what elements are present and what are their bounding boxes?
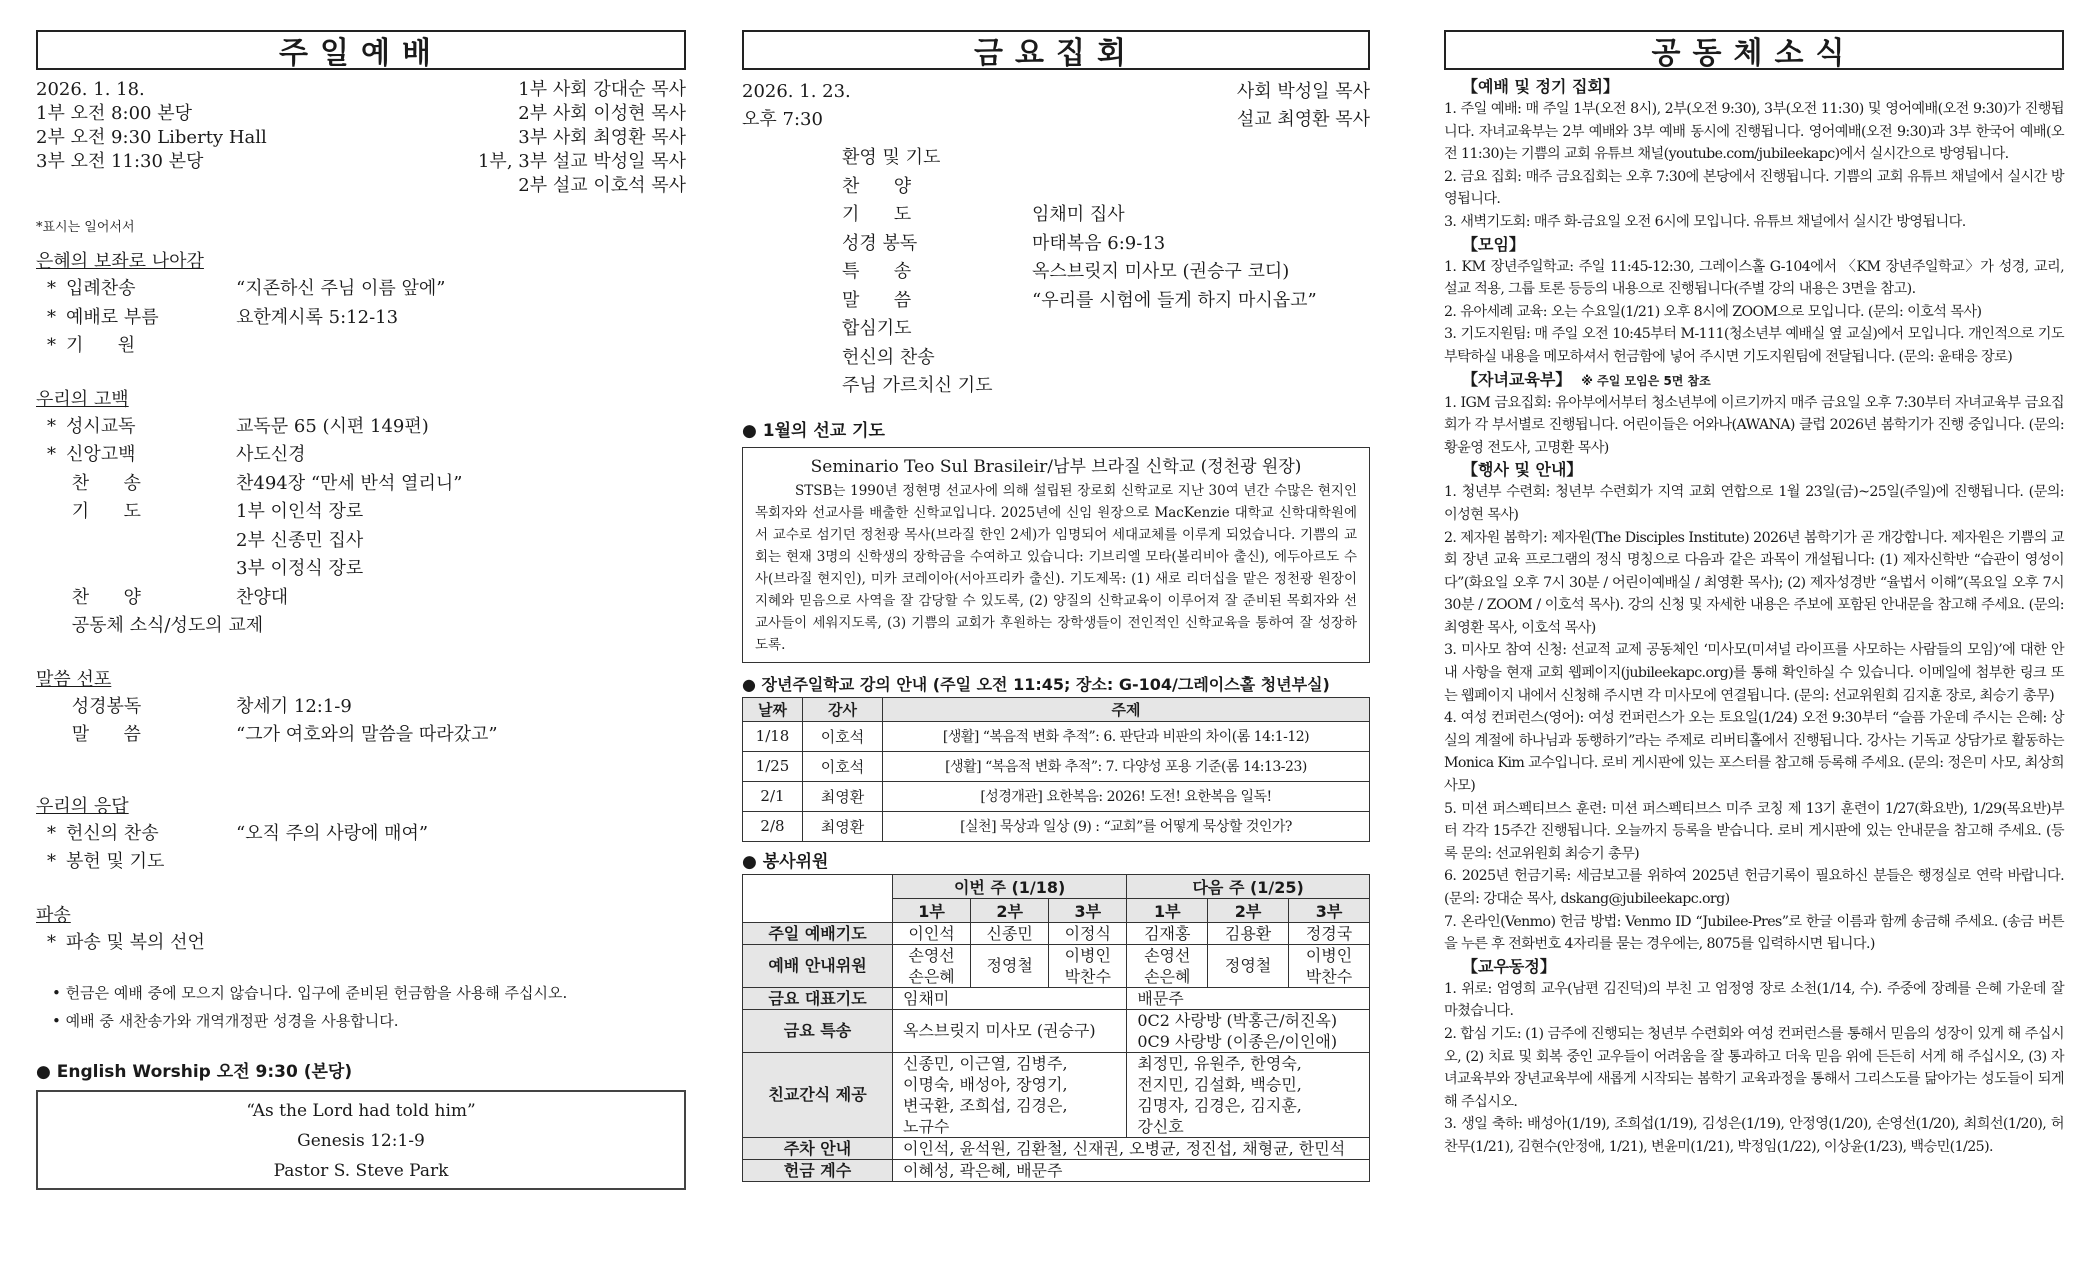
order-item: 성시교독 xyxy=(66,415,136,437)
vol-name: 정경국 xyxy=(1289,922,1370,944)
mission-body: STSB는 1990년 정현명 선교사에 의해 설립된 장로회 신학교로 지난 30여 년간 수많은 현지인 목회자와 선교사를 배출한 신학교입니다. 2025년에 신임 원장으로 MacKenzie 대학교 신학대학원에서 교수로 섬기던 정천광 목사(브라질 한인 2세)가 임명되어 세대교체를 이루게 되었습니다. 기쁨의 교회는 현재 3명의 신학생의 장학금을 수여하고 있습니다: 기브리엘 모타(볼리비아 출신), 에두아르도 수사(브라질 현지인), 미카 코레이아(서아프리카 출신). 기도제목: (1) 새로 리더십을 맡은 정천광 원장이 지혜와 믿음으로 사역을 잘 감당할 수 있도록, (2) 양질의 신학교육이 이루어져 잘 준비된 목회자와 선교사들이 세워지도록, (3) 기쁨의 교회가 후원하는 장학생들이 전인적인 신학교육을 통하여 잘 성장하도록. xyxy=(755,482,1357,653)
order-detail: 창세기 12:1-9 xyxy=(236,695,352,717)
lecture-topic: [생활] “복음적 변화 추적”: 7. 다양성 포용 기준(롬 14:13-23) xyxy=(883,751,1370,781)
order-item: 기 도 xyxy=(66,501,141,522)
standing-mark: * xyxy=(47,335,56,356)
news-item: 2. 제자원 봄학기: 제자원(The Disciples Institute) 2026년 봄학기가 곧 개강합니다. 제자원은 기쁨의 교회 장년 교육 프로그램의 정식 명칭으로 다음과 같은 과목이 개설됩니다: (1) 제자신학반 “습관이 영성이다”(화요일 오후 7시 30분 / 어린이예배실 / 최영환 목사); (2) 제자성경반 “율법서 이해”(목요일 오후 7시 30분 / ZOOM / 이호석 목사). 강의 신청 및 자세한 내용은 주보에 포함된 안내문을 참고해 주세요. (문의: 최영환 목사, 이호석 목사) xyxy=(1444,529,2064,636)
order-row xyxy=(36,498,686,527)
friday-header xyxy=(742,78,1370,134)
news-item: 1. IGM 금요집회: 유아부에서부터 청소년부에 이르기까지 매주 금요일 오후 7:30부터 자녀교육부 금요집회가 각 부서별로 진행됩니다. 어린이들은 어와나(AWANA) 클럽 2026년 봄학기가 진행 중입니다. (문의: 황윤영 전도사, 고명환 목사) xyxy=(1444,394,2064,456)
order-item: 헌신의 찬송 xyxy=(842,346,935,368)
standing-mark xyxy=(36,498,66,527)
news-item: 3. 미사모 참여 신청: 선교적 교제 공동체인 ‘미사모(미셔널 라이프를 사모하는 사람들의 모임)’에 대한 안내 사항을 현재 교회 웹페이지(jubileekapc.org)를 통해 확인하실 수 있습니다. 이메일에 첨부한 링크 또는 웹페이지 내에서 신청해 주시면 각 미사모에 연결됩니다. (문의: 선교위원회 김지훈 장로, 최승기 총무) xyxy=(1444,642,2064,704)
order-detail: 사도신경 xyxy=(236,444,306,465)
bullet-text: 헌금은 예배 중에 모으지 않습니다. 입구에 준비된 헌금함을 사용해 주십시오. xyxy=(65,984,568,1002)
service-time: 2026. 1. 18. xyxy=(36,79,145,100)
friday-order-row xyxy=(842,287,1370,316)
volunteers-table xyxy=(742,874,1370,1182)
order-row xyxy=(36,470,686,499)
vol-names-next: 배문주 xyxy=(1127,987,1370,1009)
vol-name: 이병인 박찬수 xyxy=(1289,944,1370,987)
news-item: 7. 온라인(Venmo) 헌금 방법: Venmo ID “Jubilee-Pres”로 한글 이름과 함께 송금해 주세요. (송금 버튼을 누른 후 전화번호 4자리를 묻는 경우에는, 8075를 입력하시면 됩니다.) xyxy=(1444,913,2064,953)
lecture-heading: ● 장년주일학교 강의 안내 (주일 오전 11:45; 장소: G-104/그레이스홀 청년부실) xyxy=(742,674,1330,694)
standing-mark: * xyxy=(47,931,56,953)
service-time: 2부 오전 9:30 Liberty Hall xyxy=(36,127,267,148)
friday-order-row xyxy=(842,372,1370,401)
news-item: 1. KM 장년주일학교: 주일 11:45-12:30, 그레이스홀 G-104에서 〈KM 장년주일학교〉가 성경, 교리, 설교 적용, 그룹 토론 등등의 내용으로 진행됩니다(주별 강의 내용은 3면을 참고). xyxy=(1444,258,2064,298)
order-detail xyxy=(236,332,686,361)
order-row xyxy=(36,304,686,333)
category-title: 【교우동정】 xyxy=(1462,956,1556,976)
vol-label: 예배 안내위원 xyxy=(743,944,893,987)
order-detail xyxy=(1032,315,1370,344)
lecture-date: 2/8 xyxy=(743,811,803,841)
news-item: 2. 금요 집회: 매주 금요집회는 오후 7:30에 본당에서 진행됩니다. 기쁨의 교회 유튜브 채널에서 실시간 방영됩니다. xyxy=(1444,168,2064,208)
notice-bullet xyxy=(36,979,686,1007)
order-item xyxy=(66,555,236,584)
vol-names: 이인석, 윤석원, 김환철, 신재권, 오병균, 정진섭, 채형균, 한민석 xyxy=(893,1137,1370,1159)
vol-name: 정영철 xyxy=(971,944,1049,987)
order-detail: 교독문 65 (시편 149편) xyxy=(236,415,429,437)
friday-order-row xyxy=(842,144,1370,173)
english-worship-heading: ● English Worship 오전 9:30 (본당) xyxy=(36,1062,353,1082)
english-scripture: Genesis 12:1-9 xyxy=(297,1131,425,1151)
vol-label: 금요 대표기도 xyxy=(743,987,893,1009)
order-detail: “오직 주의 사랑에 매여” xyxy=(236,822,429,844)
lecture-date: 2/1 xyxy=(743,781,803,811)
vol-head-row xyxy=(743,874,1370,898)
news-item: 4. 여성 컨퍼런스(영어): 여성 컨퍼런스가 오는 토요일(1/24) 오전 9:30부터 “슬픔 가운데 주시는 은혜: 상실의 계절에 하나님과 동행하기”라는 주제로 리버티홀에서 진행됩니다. 강사는 기독교 상담가로 활동하는 Monica Kim 교수입니다. 로비 게시판에 있는 포스터를 참고해 등록해 주세요. (문의: 정은미 사모, 최상희 사모) xyxy=(1444,710,2064,795)
lecture-topic: [생활] “복음적 변화 추적”: 6. 판단과 비판의 차이(롬 14:1-12) xyxy=(883,721,1370,751)
lecture-speaker: 이호석 xyxy=(803,721,883,751)
news-list xyxy=(1444,76,2064,1159)
standing-mark: * xyxy=(47,851,56,872)
order-detail: 2부 신종민 집사 xyxy=(236,529,364,551)
english-sermon-title: “As the Lord had told him” xyxy=(246,1101,476,1121)
vol-name: 김용환 xyxy=(1208,922,1289,944)
vol-row xyxy=(743,1137,1370,1159)
order-item: 헌신의 찬송 xyxy=(66,822,159,844)
this-week-header: 이번 주 (1/18) xyxy=(893,874,1127,898)
order-item: 찬 양 xyxy=(66,586,141,608)
standing-mark: * xyxy=(47,278,56,299)
lecture-speaker: 최영환 xyxy=(803,811,883,841)
news-item: 1. 위로: 엄영희 교우(남편 김진덕)의 부친 고 엄정영 장로 소천(1/14, 수). 주중에 장례를 은혜 가운데 잘 마쳤습니다. xyxy=(1444,980,2064,1020)
lecture-col-header: 주제 xyxy=(883,697,1370,721)
friday-order-row xyxy=(842,173,1370,202)
mission-prayer-heading: ● 1월의 선교 기도 xyxy=(742,420,885,441)
order-detail xyxy=(1032,173,1370,202)
order-detail: “지존하신 주님 이름 앞에” xyxy=(236,278,446,299)
order-item: 신앙고백 xyxy=(66,444,136,465)
vol-names-this: 신종민, 이근열, 김병주, 이명숙, 배성아, 장영기, 변국환, 조희섭, 김경은, 노규수 xyxy=(893,1052,1127,1137)
standing-mark xyxy=(36,470,66,499)
order-detail: 요한계시록 5:12-13 xyxy=(236,306,399,328)
lecture-date: 1/25 xyxy=(743,751,803,781)
vol-row xyxy=(743,1052,1370,1137)
service-time: 3부 오전 11:30 본당 xyxy=(36,151,204,172)
vol-name: 이정식 xyxy=(1049,922,1127,944)
english-worship-box xyxy=(36,1090,686,1190)
mission-title: Seminario Teo Sul Brasileir/남부 브라질 신학교 (정천광 원장) xyxy=(810,456,1302,477)
category-title: 【예배 및 정기 집회】 xyxy=(1462,77,1619,96)
lecture-row xyxy=(743,751,1370,781)
order-item: 주님 가르치신 기도 xyxy=(842,375,993,396)
news-item: 3. 새벽기도회: 매주 화-금요일 오전 6시에 모입니다. 유튜브 채널에서 실시간 방영됩니다. xyxy=(1444,213,1966,230)
order-detail: 옥스브릿지 미사모 (권승구 코디) xyxy=(1032,261,1290,282)
order-detail: 1부 이인석 장로 xyxy=(236,501,364,522)
vol-row xyxy=(743,922,1370,944)
order-item: 입례찬송 xyxy=(66,278,136,299)
vol-label: 친교간식 제공 xyxy=(743,1052,893,1137)
order-detail xyxy=(1032,144,1370,173)
lecture-row xyxy=(743,781,1370,811)
section-title: 파송 xyxy=(36,904,71,926)
order-row xyxy=(36,555,686,584)
standing-mark: * xyxy=(47,822,56,844)
order-row xyxy=(36,332,686,361)
vol-corner xyxy=(743,874,893,922)
news-item: 6. 2025년 헌금기록: 세금보고를 위하여 2025년 헌금기록이 필요하신 분들은 행정실로 연락 바랍니다. (문의: 강대순 목사, dskang@jubileekapc.org) xyxy=(1444,868,2064,907)
vol-name: 정영철 xyxy=(1208,944,1289,987)
bullet-mark: • xyxy=(52,984,66,1002)
service-leader: 3부 사회 최영환 목사 xyxy=(518,127,686,148)
vol-names-next: 0C2 사랑방 (박홍근/허진옥) 0C9 사랑방 (이종은/이인애) xyxy=(1127,1009,1370,1052)
order-detail xyxy=(236,612,686,641)
order-row xyxy=(36,721,686,750)
lecture-table xyxy=(742,697,1370,842)
order-row xyxy=(36,527,686,556)
sunday-worship-title: 주일예배 xyxy=(36,30,686,70)
lecture-date: 1/18 xyxy=(743,721,803,751)
order-item: 성경봉독 xyxy=(66,695,142,717)
notice-bullets xyxy=(36,979,686,1035)
friday-order-row xyxy=(842,230,1370,259)
order-item: 말 씀 xyxy=(66,724,141,745)
vol-name: 김재홍 xyxy=(1127,922,1208,944)
service-leader: 2부 사회 이성현 목사 xyxy=(518,103,686,124)
order-item: 환영 및 기도 xyxy=(842,147,941,168)
friday-time: 2026. 1. 23. xyxy=(742,81,851,102)
vol-names-this: 옥스브릿지 미사모 (권승구) xyxy=(893,1009,1127,1052)
news-item: 2. 합심 기도: (1) 금주에 진행되는 청년부 수련회와 여성 컨퍼런스를 통해서 믿음의 성장이 있게 해 주십시오, (2) 치료 및 회복 중인 교우들이 어려움을 잘 통과하고 더욱 믿음 위에 든든히 서게 해 주십시오, (3) 자녀교육부와 장년교육부에 새롭게 시작되는 봄학기 교육과정을 통해서 그리스도를 닮아가는 성도들이 되게 해 주십시오. xyxy=(1444,1025,2064,1110)
news-item: 1. 청년부 수련회: 청년부 수련회가 지역 교회 연합으로 1월 23일(금)~25일(주일)에 진행됩니다. (문의: 이성현 목사) xyxy=(1444,484,2064,523)
lecture-col-header: 강사 xyxy=(803,697,883,721)
news-category xyxy=(1462,76,2064,98)
friday-gathering-title: 금요집회 xyxy=(742,30,1370,70)
standing-note: *표시는 일어서서 xyxy=(36,220,135,235)
friday-gathering-column xyxy=(742,30,1370,1182)
order-item: 기 원 xyxy=(66,335,136,356)
category-note: ※ 주일 모임은 5면 참조 xyxy=(1581,373,1711,388)
vol-names: 이혜성, 곽은혜, 배문주 xyxy=(893,1159,1370,1181)
standing-mark xyxy=(36,721,66,750)
standing-mark xyxy=(36,612,66,641)
order-row xyxy=(36,275,686,304)
order-detail: “그가 여호와의 말씀을 따라갔고” xyxy=(236,724,498,745)
section-title: 말씀 선포 xyxy=(36,668,112,690)
vol-name: 손영선 손은혜 xyxy=(893,944,971,987)
friday-order-row xyxy=(842,315,1370,344)
lecture-topic: [실천] 묵상과 일상 (9) : “교회”를 어떻게 묵상할 것인가? xyxy=(883,811,1370,841)
volunteers-heading: ● 봉사위원 xyxy=(742,851,829,872)
order-row xyxy=(36,612,686,641)
part-header: 3부 xyxy=(1049,898,1127,922)
order-row xyxy=(36,848,686,877)
vol-names-next: 최정민, 유원주, 한영숙, 전지민, 김설화, 백승민, 김명자, 김경은, 김지훈, 강신호 xyxy=(1127,1052,1370,1137)
order-row xyxy=(36,820,686,849)
order-detail xyxy=(1032,344,1370,373)
section-title: 우리의 응답 xyxy=(36,795,129,817)
standing-mark xyxy=(36,555,66,584)
order-detail xyxy=(236,929,686,958)
lecture-speaker: 이호석 xyxy=(803,751,883,781)
vol-name: 신종민 xyxy=(971,922,1049,944)
vol-label: 주일 예배기도 xyxy=(743,922,893,944)
lecture-col-header: 날짜 xyxy=(743,697,803,721)
order-detail: 마태복음 6:9-13 xyxy=(1032,232,1166,254)
community-news-column xyxy=(1444,30,2064,1159)
standing-mark xyxy=(36,584,66,613)
lecture-speaker: 최영환 xyxy=(803,781,883,811)
vol-label: 헌금 계수 xyxy=(743,1159,893,1181)
order-detail: 3부 이정식 장로 xyxy=(236,558,364,579)
bullet-text: 예배 중 새찬송가와 개역개정판 성경을 사용합니다. xyxy=(65,1012,399,1030)
friday-order xyxy=(842,144,1370,401)
english-preacher: Pastor S. Steve Park xyxy=(273,1161,449,1181)
order-item: 찬 양 xyxy=(842,175,912,197)
order-item: 찬 송 xyxy=(66,472,141,494)
friday-time: 오후 7:30 xyxy=(742,109,823,130)
part-header: 2부 xyxy=(971,898,1049,922)
lecture-row xyxy=(743,811,1370,841)
standing-mark: * xyxy=(47,444,56,465)
order-detail xyxy=(236,848,686,877)
friday-order-row xyxy=(842,258,1370,287)
news-item: 3. 생일 축하: 배성아(1/19), 조희섭(1/19), 김성은(1/19), 안정영(1/20), 손영선(1/20), 최희선(1/20), 허찬무(1/21), 김현수(안정애, 1/21), 변윤미(1/21), 박정임(1/22), 이상윤(1/23), 백승민(1/25). xyxy=(1444,1116,2064,1155)
spacer xyxy=(36,641,686,653)
order-item: 예배로 부름 xyxy=(66,306,159,328)
order-item: 기 도 xyxy=(842,204,912,225)
order-detail: 찬양대 xyxy=(236,586,289,608)
standing-mark: * xyxy=(47,415,56,437)
order-detail: 임채미 집사 xyxy=(1032,204,1125,225)
order-detail: 찬494장 “만세 반석 열리니” xyxy=(236,472,463,494)
standing-mark xyxy=(36,693,66,722)
vol-row xyxy=(743,987,1370,1009)
order-item: 특 송 xyxy=(842,261,912,282)
vol-names-this: 임채미 xyxy=(893,987,1127,1009)
order-row xyxy=(36,413,686,442)
category-title: 【자녀교육부】 xyxy=(1462,369,1572,389)
news-item: 5. 미션 퍼스펙티브스 훈련: 미션 퍼스펙티브스 미주 코칭 제 13기 훈련이 1/27(화요반), 1/29(목요반)부터 각각 15주간 진행됩니다. 오늘까지 등록을 받습니다. 로비 게시판에 있는 안내문을 참고해 주세요. (등록 문의: 선교위원회 최승기 총무) xyxy=(1444,800,2064,862)
part-header: 1부 xyxy=(1127,898,1208,922)
sunday-service-header xyxy=(36,78,686,198)
news-category xyxy=(1462,956,2064,978)
lecture-row xyxy=(743,721,1370,751)
spacer xyxy=(36,750,686,780)
service-leader: 2부 설교 이호석 목사 xyxy=(518,175,686,196)
vol-name: 이인석 xyxy=(893,922,971,944)
vol-row xyxy=(743,1009,1370,1052)
spacer xyxy=(36,877,686,889)
service-time: 1부 오전 8:00 본당 xyxy=(36,103,192,124)
service-leader: 1부, 3부 설교 박성일 목사 xyxy=(477,151,686,172)
news-item: 3. 기도지원팀: 매 주일 오전 10:45부터 M-111(청소년부 예배실 옆 교실)에서 모입니다. 개인적으로 기도 부탁하실 내용을 메모하셔서 헌금함에 넣어 주시면 기도지원팀에 전달됩니다. (문의: 윤태응 장로) xyxy=(1444,326,2064,365)
order-item: 성경 봉독 xyxy=(842,232,918,254)
order-row xyxy=(36,441,686,470)
category-title: 【모임】 xyxy=(1462,234,1525,254)
order-detail: “우리를 시험에 들게 하지 마시옵고” xyxy=(1032,289,1317,311)
order-item xyxy=(66,527,236,556)
community-news-title: 공동체소식 xyxy=(1444,30,2064,70)
vol-row xyxy=(743,1159,1370,1181)
part-header: 1부 xyxy=(893,898,971,922)
mission-prayer-box xyxy=(742,447,1370,663)
friday-order-row xyxy=(842,201,1370,230)
friday-leader: 설교 최영환 목사 xyxy=(1236,109,1370,130)
sunday-worship-column xyxy=(36,30,686,1190)
worship-order xyxy=(36,249,686,957)
news-category xyxy=(1462,234,2064,256)
news-item: 2. 유아세례 교육: 오는 수요일(1/21) 오후 8시에 ZOOM으로 모입니다. (문의: 이호석 목사) xyxy=(1444,303,1982,320)
news-item: 1. 주일 예배: 매 주일 1부(오전 8시), 2부(오전 9:30), 3부(오전 11:30) 및 영어예배(오전 9:30)가 진행됩니다. 자녀교육부는 2부 예배와 3부 예배 동시에 진행됩니다. 영어예배(오전 9:30)과 3부 한국어 예배(오전 11:30)는 기쁨의 교회 유튜브 채널(youtube.com/jubileekapc)에서 실시간으로 방영됩니다. xyxy=(1444,101,2064,163)
order-item: 합심기도 xyxy=(842,318,912,339)
news-category xyxy=(1462,369,2064,392)
standing-mark: * xyxy=(47,306,56,328)
notice-bullet xyxy=(36,1007,686,1035)
friday-order-row xyxy=(842,344,1370,373)
order-item: 공동체 소식/성도의 교제 xyxy=(66,615,264,636)
next-week-header: 다음 주 (1/25) xyxy=(1127,874,1370,898)
spacer xyxy=(36,361,686,373)
order-row xyxy=(36,929,686,958)
news-category xyxy=(1462,459,2064,481)
service-leader: 1부 사회 강대순 목사 xyxy=(518,79,686,100)
vol-row xyxy=(743,944,1370,987)
section-title: 우리의 고백 xyxy=(36,388,129,410)
order-item: 파송 및 복의 선언 xyxy=(66,931,205,953)
category-title: 【행사 및 안내】 xyxy=(1462,460,1583,480)
part-header: 3부 xyxy=(1289,898,1370,922)
order-detail xyxy=(1032,372,1370,401)
order-item: 말 씀 xyxy=(842,289,912,311)
friday-leader: 사회 박성일 목사 xyxy=(1236,81,1370,102)
order-row xyxy=(36,584,686,613)
vol-name: 이병인 박찬수 xyxy=(1049,944,1127,987)
vol-name: 손영선 손은혜 xyxy=(1127,944,1208,987)
bullet-mark: • xyxy=(52,1012,66,1030)
standing-mark xyxy=(36,527,66,556)
order-item: 봉헌 및 기도 xyxy=(66,851,165,872)
lecture-topic: [성경개관] 요한복음: 2026! 도전! 요한복음 일독! xyxy=(883,781,1370,811)
vol-label: 금요 특송 xyxy=(743,1009,893,1052)
vol-label: 주차 안내 xyxy=(743,1137,893,1159)
part-header: 2부 xyxy=(1208,898,1289,922)
section-title: 은혜의 보좌로 나아감 xyxy=(36,251,204,272)
order-row xyxy=(36,693,686,722)
